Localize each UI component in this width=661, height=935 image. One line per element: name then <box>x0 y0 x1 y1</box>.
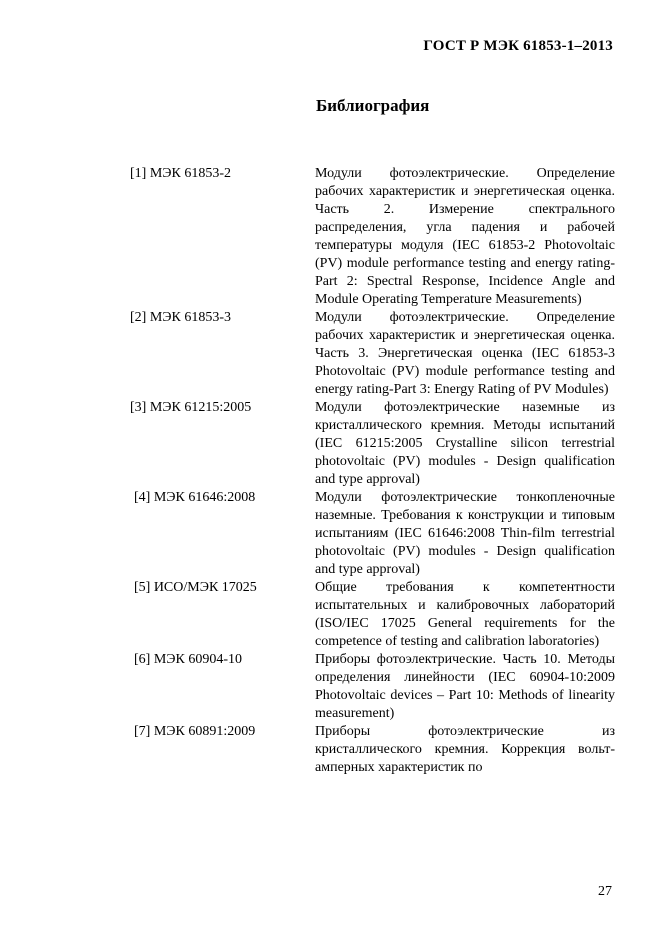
document-header: ГОСТ Р МЭК 61853-1–2013 <box>423 38 613 54</box>
entry-reference: [1] МЭК 61853-2 <box>130 166 232 181</box>
entry-reference: [7] МЭК 60891:2009 <box>134 724 256 739</box>
entry-description: Приборы фотоэлектрические. Часть 10. Методы определения линейности (IEC 60904-10:2009 Photovoltaic devices – Part 10: Methods of linearity measurement) <box>315 652 615 721</box>
bibliography-entry-6 <box>0 651 661 723</box>
page-title: Библиография <box>316 96 430 115</box>
entry-description: Модули фотоэлектрические наземные из кристаллического кремния. Методы испытаний (IEC 61215:2005 Crystalline silicon terrestrial photovoltaic (PV) modules - Design qualification and type approval) <box>315 400 615 487</box>
entry-description: Приборы фотоэлектрические из кристаллического кремния. Коррекция вольт-амперных характеристик по <box>315 724 615 775</box>
bibliography-entry-5 <box>0 579 661 651</box>
entry-description: Модули фотоэлектрические. Определение рабочих характеристик и энергетическая оценка. Часть 2. Измерение спектрального распределения, угла падения и рабочей температуры модуля (IEC 61853-2 Photovoltaic (PV) module performance testing and energy rating-Part 2: Spectral Response, Incidence Angle and Module Operating Temperature Measurements) <box>315 166 615 307</box>
entry-description: Модули фотоэлектрические. Определение рабочих характеристик и энергетическая оценка. Часть 3. Энергетическая оценка (IEC 61853-3 Photovoltaic (PV) module performance testing and energy rating-Part 3: Energy Rating of PV Modules) <box>315 310 615 397</box>
entry-reference: [2] МЭК 61853-3 <box>130 310 232 325</box>
entry-reference: [3] МЭК 61215:2005 <box>130 400 252 415</box>
bibliography-entry-4 <box>0 489 661 579</box>
bibliography-entry-2 <box>0 309 661 399</box>
entry-description: Общие требования к компетентности испытательных и калибровочных лабораторий (ISO/IEC 17025 General requirements for the competence of testing and calibration laboratories) <box>315 580 615 649</box>
entry-reference: [5] ИСО/МЭК 17025 <box>134 580 257 595</box>
entry-reference: [4] МЭК 61646:2008 <box>134 490 256 505</box>
bibliography-entry-7 <box>0 723 661 777</box>
entry-reference: [6] МЭК 60904-10 <box>134 652 243 667</box>
bibliography-entry-3 <box>0 399 661 489</box>
entry-description: Модули фотоэлектрические тонкопленочные наземные. Требования к конструкции и типовым испытаниям (IEC 61646:2008 Thin-film terrestrial photovoltaic (PV) modules - Design qualification and type approval) <box>315 490 615 577</box>
bibliography-entry-1 <box>0 165 661 309</box>
page-number: 27 <box>598 884 612 899</box>
bibliography-list <box>0 165 661 777</box>
